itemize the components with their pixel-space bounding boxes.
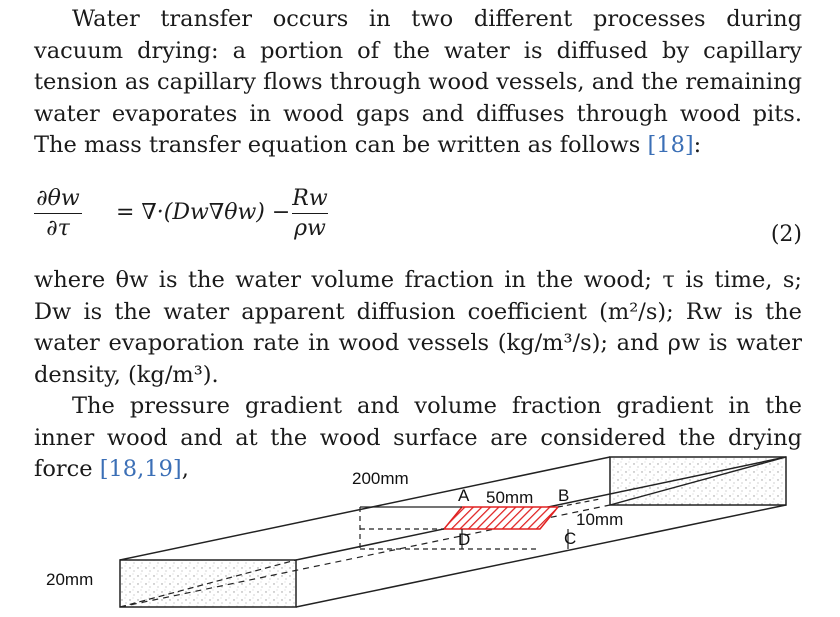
citation-18-19[interactable]: [18,19] <box>99 456 182 482</box>
label-point-b: B <box>558 486 570 505</box>
lhs-fraction <box>34 186 82 241</box>
paragraph-2-text: where θw is the water volume fraction in the wood; τ is time, s; Dw is the water apparent diffusion coefficient (m²/s); Rw is the water evaporation rate in wood vessels (kg/m³/s); and ρw is water density, (kg/m³). <box>34 267 802 388</box>
label-50mm: 50mm <box>486 488 534 507</box>
paragraph-1-text: Water transfer occurs in two different processes during vacuum drying: a portion of the water is diffused by capillary tension as capillary flows through wood vessels, and the remaining water evaporates in wood gaps and diffuses through wood pits. The mass transfer equation can be written as follows <box>34 6 802 158</box>
citation-18[interactable]: [18] <box>647 132 694 158</box>
rhs-denominator: ρw <box>294 216 326 241</box>
label-point-c: C <box>564 529 577 548</box>
paragraph-3-text: The pressure gradient and volume fraction gradient in the inner wood and at the wood surface are considered the drying force <box>34 393 802 482</box>
label-point-a: A <box>458 486 470 505</box>
equation-2 <box>34 182 802 252</box>
lhs-denominator: ∂τ <box>46 216 70 241</box>
label-10mm: 10mm <box>576 510 624 529</box>
wood-sample-diagram <box>0 445 840 617</box>
label-20mm: 20mm <box>46 570 94 589</box>
equation-middle: = ∇·(Dw∇θw) − <box>116 200 291 225</box>
paragraph-1-tail: : <box>693 132 702 158</box>
equation-number: (2) <box>770 222 802 247</box>
paragraph-1 <box>34 4 802 162</box>
fraction-bar <box>292 213 328 214</box>
measurement-section <box>444 507 558 529</box>
fraction-bar <box>34 213 82 214</box>
rhs-numerator: Rw <box>292 186 328 211</box>
lhs-numerator: ∂θw <box>36 186 80 211</box>
label-point-d: D <box>458 530 471 549</box>
paragraph-3-tail: , <box>181 456 189 482</box>
rhs-fraction <box>292 186 328 241</box>
label-200mm: 200mm <box>352 469 409 488</box>
